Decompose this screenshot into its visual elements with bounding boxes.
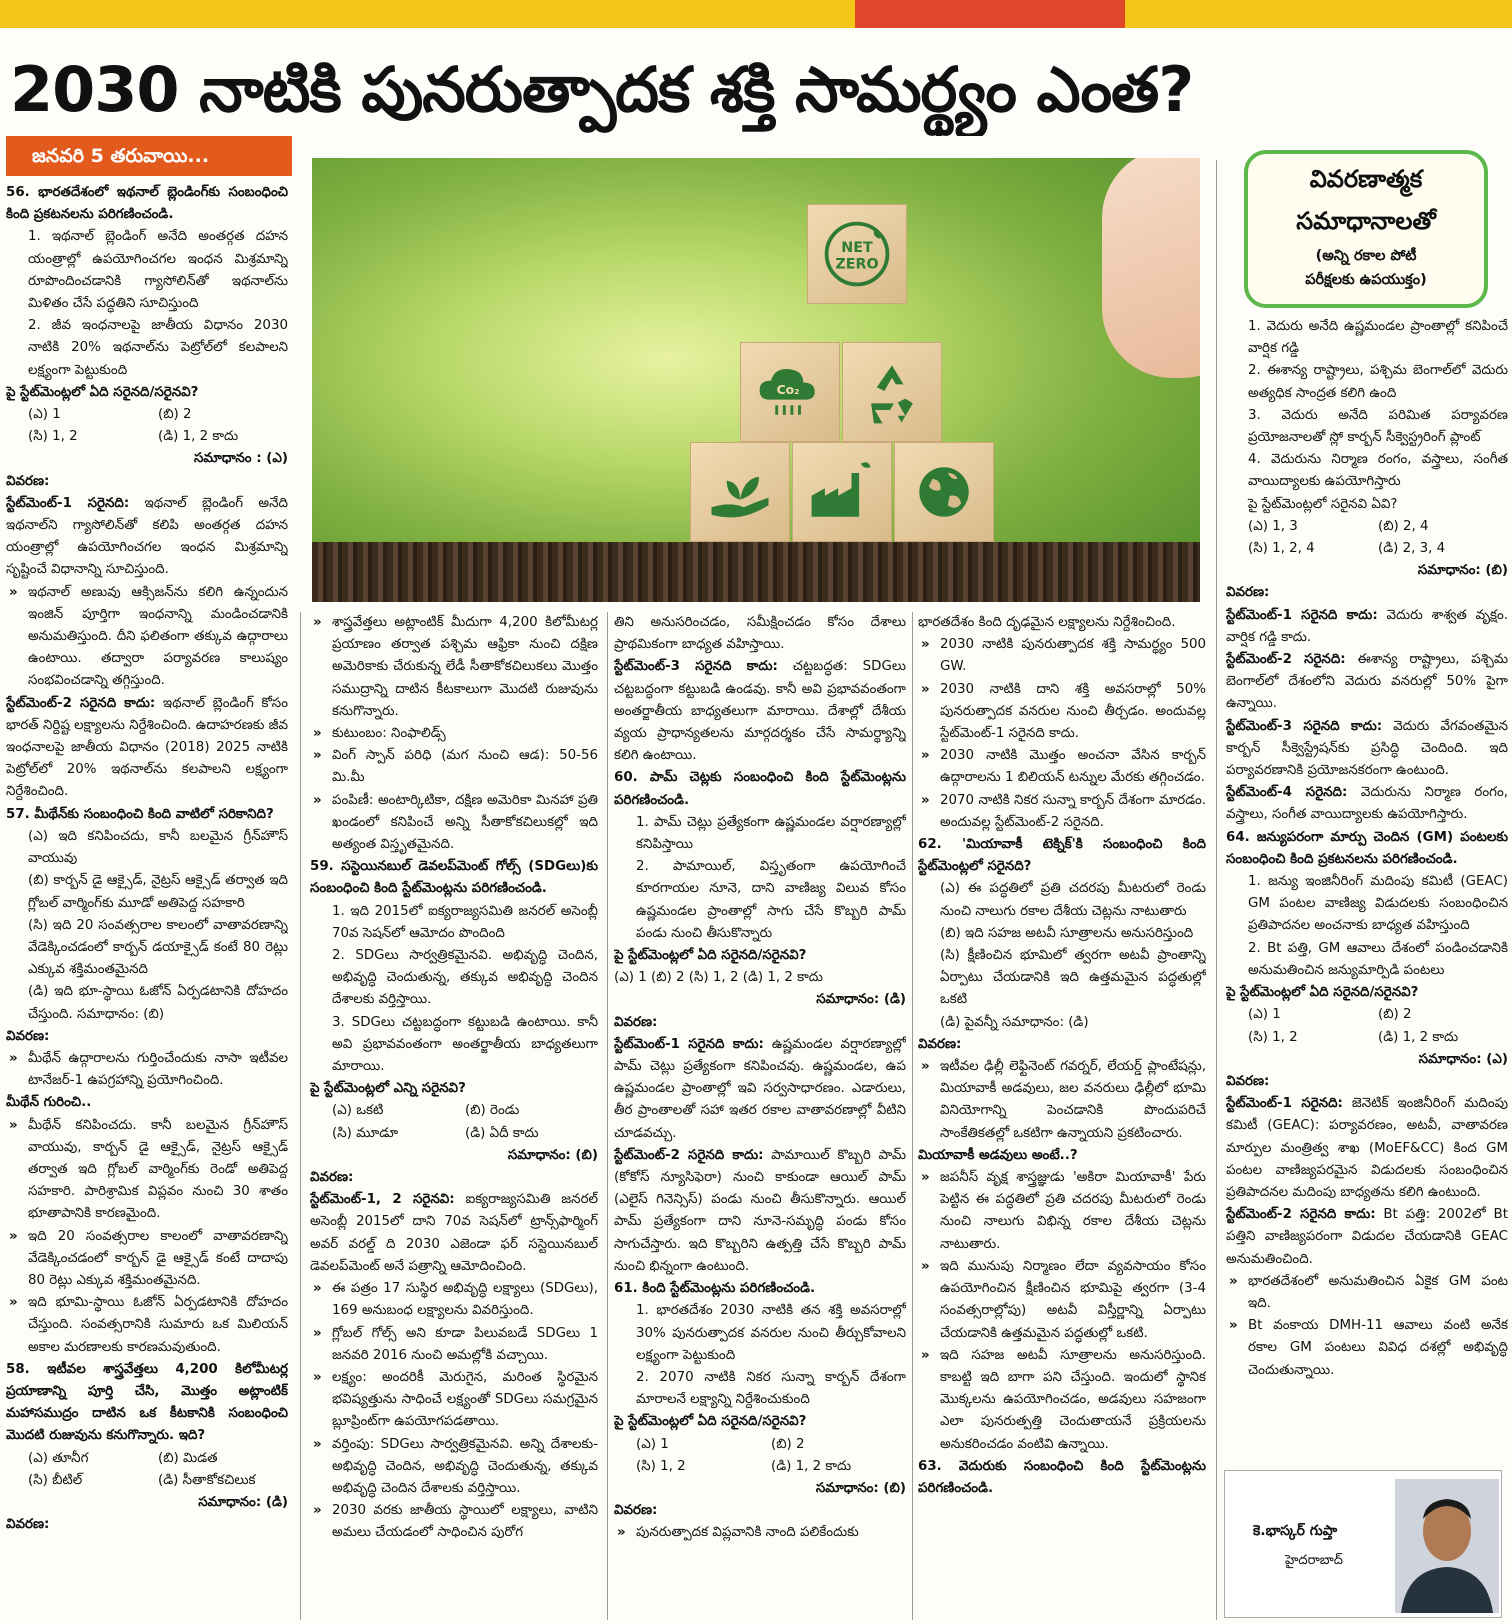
statement-text — [1226, 405, 1508, 449]
bullet-paragraph — [6, 1226, 288, 1293]
net-zero-cube — [807, 204, 907, 304]
paragraph-body: వింగ్ స్పాన్ పరిధి (మగ నుంచి ఆడ): 50-56 మి.మీ — [332, 748, 598, 786]
bullet-paragraph — [310, 745, 598, 789]
paragraph-body: పై స్టేట్‌మెంట్లలో ఏది సరైనది/సరైనవి? — [614, 948, 807, 964]
option: (సి) 1, 2 — [1248, 1029, 1298, 1045]
recycle-icon — [854, 354, 930, 430]
paragraph-body: సమాధానం: (డి) — [816, 992, 906, 1008]
answer-text — [614, 989, 906, 1011]
section-heading — [310, 1167, 598, 1189]
paragraph-body: ఇది భూమి-స్థాయి ఓజోన్ ఏర్పడటానికి దోహదం చేస్తుంది. సంవత్సరానికి సుమారు ఒక మిలియన్ అకాల మరణాలకు కారణమవుతుంది. — [28, 1295, 288, 1355]
paragraph-body: సమాధానం: (ఎ) — [1418, 1051, 1508, 1067]
option: (బి) 2 — [158, 407, 192, 423]
info-box-line-2: సమాధానాలతో — [1296, 207, 1436, 235]
paragraph — [310, 1189, 598, 1278]
section-heading — [614, 1500, 906, 1522]
paragraph — [614, 1034, 906, 1145]
paragraph-body: శాస్త్రవేత్తలు అట్లాంటిక్ మీదుగా 4,200 కిలోమీటర్ల ప్రయాణం తర్వాత పశ్చిమ ఆఫ్రికా నుంచి దక్షిణ అమెరికాకు చేరుకున్న లేడీ సీతాకోకచిలుకలు మొత్తం సముద్రాన్ని దాటిన కీటకాలుగా మొదటి రుజువును కనుగొన్నారు. — [332, 615, 598, 719]
paragraph-body: ఇది సహజ అటవీ సూత్రాలను అనుసరిస్తుంది. కాబట్టి ఇది బాగా పని చేస్తుంది. ఇందులో స్థానిక మొక్కలను ఉపయోగించడం, అడవులు సహజంగా ఎలా పునరుత్పత్తి చెందుతాయనే ప్రక్రియలను అనుకరించడం వంటివి ఉన్నాయి. — [940, 1347, 1206, 1452]
paragraph-body: ఇథనాల్ అణువు ఆక్సిజన్‌ను కలిగి ఉన్నందున ఇంజిన్ పూర్తిగా ఇంధనాన్ని మండించడానికి అనుమతిస్తుంది. దీని ఫలితంగా తక్కువ ఉద్గారాలు ఉంటాయి. తద్వారా పర్యావరణ కాలుష్యం సంభవించడాన్ని తగ్గిస్తుంది. — [28, 584, 288, 689]
paragraph-body: ఈ పత్రం 17 సుస్థిర అభివృద్ధి లక్ష్యాలు (SDGలు), 169 అనుబంధ లక్ష్యాలను వివరిస్తుంది. — [332, 1281, 598, 1319]
option: (సి) 1, 2 — [28, 429, 78, 445]
answer-options — [6, 1448, 288, 1470]
statement-text — [6, 981, 288, 1025]
paragraph-body: భారతదేశంలో అనుమతించిన ఏకైక GM పంట ఇది. — [1248, 1273, 1508, 1311]
paragraph-body: వివరణ: — [918, 1036, 962, 1052]
answer-text — [1226, 560, 1508, 582]
question-text — [6, 804, 288, 826]
paragraph-body: వివరణ: — [310, 1170, 354, 1186]
author-city: హైదరాబాద్ — [1285, 1553, 1343, 1568]
column-divider — [607, 612, 608, 1620]
paragraph — [1226, 1204, 1508, 1271]
statement-label: స్టేట్‌మెంట్-2 సరైనది కాదు: — [614, 1147, 764, 1163]
author-photo — [1395, 1479, 1499, 1613]
bullet-paragraph — [310, 1278, 598, 1322]
paragraph-body: సమాధానం: (డి) — [198, 1494, 288, 1510]
zero-text: ZERO — [835, 256, 879, 273]
paragraph-body: మీథేన్ గురించి.. — [6, 1095, 92, 1111]
paragraph-body: 1. ఇది 2015లో ఐక్యరాజ్యసమితి జనరల్ అసెంబ్లీ 70వ సెషన్‌లో ఆమోదం పొందింది — [332, 903, 598, 941]
option: (బి) రెండు — [465, 1103, 520, 1119]
date-banner: జనవరి 5 తరువాయి... — [6, 136, 292, 176]
statement-label: స్టేట్‌మెంట్-1 సరైనది: — [6, 495, 130, 511]
answer-options — [1226, 1027, 1508, 1049]
net-zero-photo — [312, 158, 1200, 602]
answer-text — [6, 1492, 288, 1514]
column-divider — [300, 612, 301, 1620]
statement-text — [310, 901, 598, 945]
statement-text — [1226, 871, 1508, 938]
section-heading — [614, 1012, 906, 1034]
option: (ఎ) 1 — [1248, 1007, 1281, 1023]
plant-cube — [690, 442, 790, 542]
statement-text — [614, 812, 906, 856]
paragraph-body: 64. జన్యుపరంగా మార్పు చెందిన (GM) పంటలకు సంబంధించి కింది ప్రకటనలను పరిగణించండి. — [1226, 829, 1508, 867]
statement-text — [614, 856, 906, 945]
paragraph — [6, 493, 288, 582]
paragraph-body: ఐక్యరాజ్యసమితి జనరల్ అసెంబ్లీ 2015లో దాని 70వ సెషన్‌లో ట్రాన్స్‌ఫార్మింగ్ అవర్ వరల్డ్ ది 2030 ఎజెండా ఫర్ సస్టెయినబుల్ డెవలప్‌మెంట్ అనే పత్రాన్ని ఆమోదించింది. — [310, 1192, 598, 1274]
statement-text — [1226, 360, 1508, 404]
paragraph-body: ఇది మునుపు నిర్మాణం లేదా వ్యవసాయం కోసం ఉపయోగించిన క్షీణించిన భూమిపై త్వరగా (3-4 సంవత్సరాల్లోపు) అటవీ విస్తీర్ణాన్ని ఏర్పాటు చేయడానికి ఉత్తమమైన పద్ధతుల్లో ఒకటి. — [940, 1258, 1206, 1341]
statement-text — [918, 1012, 1206, 1034]
option: (డి) 2, 3, 4 — [1378, 541, 1446, 557]
paragraph-body: ఇటీవల ఢిల్లీ లెఫ్టినెంట్ గవర్నర్, లేయర్డ్ ప్లాంటేషన్లు, మియావాకీ అడవులు, జల వనరులు ఢిల్లీలో భూమి వినియోగాన్ని పెంచడానికి పొందుపరిచే సాంకేతికతల్లో ఒకటిగా ఉన్నాయని ప్రకటించారు. — [940, 1059, 1206, 1141]
question-text — [1226, 827, 1508, 871]
answer-text — [614, 1478, 906, 1500]
paragraph-body: (డి) ఇది భూ-స్థాయి ఓజోన్ ఏర్పడటానికి దోహదం చేస్తుంది. సమాధానం: (బి) — [28, 984, 288, 1022]
paragraph-body: 60. పామ్ చెట్లకు సంబంధించి కింది స్టేట్‌మెంట్లను పరిగణించండి. — [614, 770, 906, 808]
paragraph-body: గ్లోబల్ గోల్స్ అని కూడా పిలువబడే SDGలు 1 జనవరి 2016 నుంచి అమల్లోకి వచ్చాయి. — [332, 1325, 598, 1363]
paragraph-body: వివరణ: — [6, 473, 50, 489]
question-text — [614, 945, 906, 967]
paragraph-body: 1. ఇథనాల్ బ్లెండింగ్ అనేది అంతర్గత దహన యంత్రాల్లో ఉపయోగించగల ఇంధన మిశ్రమాన్ని రూపొందించడానికి గ్యాసోలిన్‌తో ఇథనాల్‌ను మిళితం చేసే పద్ధతిని సూచిస్తుంది — [28, 229, 288, 312]
question-text — [614, 1411, 906, 1433]
statement-text — [6, 870, 288, 914]
answer-options — [6, 1470, 288, 1492]
paragraph-body: ఉష్ణమండల వర్షారణ్యాల్లో పామ్ చెట్లు ప్రత్యేకంగా కనిపించవు. ఉష్ణమండల, ఉప ఉష్ణమండల ప్రాంతాల్లో ఇవి సర్వసాధారణం. ఎడారులు, తీర ప్రాంతాలతో సహా ఇతర రకాల వాతావరణాల్లో వీటిని చూడవచ్చు. — [614, 1036, 906, 1141]
paragraph-body: 2030 నాటికి దాని శక్తి అవసరాల్లో 50% పునరుత్పాదక వనరుల నుంచి తీర్చడం. అందువల్ల స్టేట్‌మెంట్-1 సరైనది కాదు. — [940, 681, 1206, 742]
paragraph-body: వివరణ: — [6, 1028, 50, 1044]
factory-cube — [792, 442, 892, 542]
co2-cube — [740, 342, 840, 442]
question-text — [310, 1078, 598, 1100]
net-zero-icon — [819, 216, 895, 292]
paragraph-body: 2030 వరకు జాతీయ స్థాయిలో లక్ష్యాలు, వాటిని అమలు చేయడంలో సాధించిన పురోగ — [332, 1503, 598, 1541]
bullet-paragraph — [310, 790, 598, 857]
paragraph-body: 59. సస్టెయినబుల్ డెవలప్‌మెంట్ గోల్స్ (SDGలు)కు సంబంధించి కింది స్టేట్‌మెంట్లను పరిగణించండి. — [310, 859, 598, 897]
paragraph-body: వివరణ: — [1226, 585, 1270, 601]
paragraph-body: 2. 2070 నాటికి నికర సున్నా కార్బన్ దేశంగా మారాలనే లక్ష్యాన్ని నిర్దేశించుకుంది — [636, 1369, 906, 1408]
paragraph-body: లక్ష్యం: అందరికీ మెరుగైన, మరింత స్థిరమైన భవిష్యత్తును సాధించే లక్ష్యంతో SDGలు సమగ్రమైన బ్లూప్రింట్‌గా ఉపయోగపడతాయి. — [332, 1369, 598, 1430]
option: (డి) 1, 2 కాదు — [771, 1458, 852, 1474]
statement-text — [1226, 938, 1508, 982]
bullet-paragraph — [310, 1367, 598, 1434]
paragraph-body: వివరణ: — [614, 1503, 658, 1519]
column-divider — [1216, 160, 1217, 1620]
paragraph-body: 1. భారతదేశం 2030 నాటికి తన శక్తి అవసరాల్లో 30% పునరుత్పాదక వనరుల నుంచి తీర్చుకోవాలని లక్ష్యంగా పెట్టుకుంది — [636, 1303, 906, 1363]
section-heading — [6, 1092, 288, 1114]
paragraph-body: 2070 నాటికి నికర సున్నా కార్బన్ దేశంగా మారడం. అందువల్ల స్టేట్‌మెంట్-2 సరైనది. — [940, 792, 1206, 830]
paragraph-body: 58. ఇటీవల శాస్త్రవేత్తలు 4,200 కిలోమీటర్ల ప్రయాణాన్ని పూర్తి చేసి, మొత్తం అట్లాంటిక్ మహాసముద్రం దాటిన ఒక కీటకానికి సంబంధించి మొదటి రుజువును కనుగొన్నారు. ఇది? — [6, 1361, 288, 1444]
paragraph — [6, 693, 288, 804]
answer-options — [6, 404, 288, 426]
bullet-paragraph — [6, 582, 288, 693]
bullet-paragraph — [6, 1115, 288, 1226]
paragraph-body: (ఎ) 1 (బి) 2 (సి) 1, 2 (డి) 1, 2 కాదు — [614, 970, 823, 986]
option: (డి) 1, 2 కాదు — [158, 429, 239, 445]
answer-options — [310, 1123, 598, 1145]
paragraph-body: 3. SDGలు చట్టబద్ధంగా కట్టుబడి ఉంటాయి. కానీ అవి ప్రభావవంతంగా అంతర్జాతీయ బాధ్యతలుగా మారాయి. — [332, 1014, 598, 1075]
paragraph-body: సమాధానం: (బి) — [815, 1480, 906, 1496]
option: (సి) 1, 2, 4 — [1248, 541, 1315, 557]
paragraph-body: వెదురు శాశ్వత వృక్షం. వార్షిక గడ్డి కాదు. — [1226, 607, 1508, 645]
answer-options — [614, 1456, 906, 1478]
option: (డి) ఏదీ కాదు — [465, 1125, 539, 1141]
option: (సి) బీటిల్ — [28, 1472, 83, 1488]
answer-text — [6, 448, 288, 470]
bullet-paragraph — [918, 634, 1206, 678]
option: (బి) 2 — [1378, 1007, 1412, 1023]
paragraph-body: మీథేన్ కనిపించదు. కానీ బలమైన గ్రీన్‌హౌస్ వాయువు, కార్బన్ డై ఆక్సైడ్, నైట్రస్ ఆక్సైడ్ తర్వాత ఇది గ్లోబల్ వార్మింగ్‌కు రెండో అతిపెద్ద సహకారి. పారిశ్రామిక విప్లవం నుంచి 30 శాతం భూతాపానికి కారణమైంది. — [28, 1117, 288, 1222]
paragraph — [1226, 605, 1508, 649]
bullet-paragraph — [918, 679, 1206, 746]
soil-ground — [312, 542, 1200, 602]
factory-icon — [804, 454, 880, 530]
answer-options — [6, 426, 288, 448]
paragraph-body: జెనెటిక్ ఇంజినీరింగ్ మదింపు కమిటీ (GEAC): పర్యావరణం, అటవీ, వాతావరణ మార్పుల మంత్రిత్వ శాఖ (MoEF&CC) కింద GM పంటల వాణిజ్యపరమైన విడుదలకు సంబంధించిన ప్రతిపాదనల మదింపు బాధ్యతను కలిగి ఉంటుంది. — [1226, 1096, 1508, 1200]
paragraph-body: సమాధానం: (బి) — [1417, 563, 1508, 579]
text-column-5 — [1226, 316, 1508, 1464]
paragraph-body: 2. జీవ ఇంధనాలపై జాతీయ విధానం 2030 నాటికి 20% ఇథనాల్‌ను పెట్రోల్‌లో కలపాలని లక్ష్యంగా పెట్టుకుంది — [28, 318, 288, 378]
answer-options — [1226, 538, 1508, 560]
option: (డి) సీతాకోకచిలుక — [158, 1472, 256, 1488]
paragraph-body: వెదురును నిర్మాణ రంగం, వస్త్రాలు, సంగీత వాయిద్యాలకు ఉపయోగిస్తారు. — [1226, 785, 1508, 823]
paragraph-body: ఇథనాల్ బ్లెండింగ్ అనేది ఇథనాల్‌ని గ్యాసోలిన్‌తో కలిపి అంతర్గత దహన యంత్రాల్లో ఉపయోగించగల ఇంధన మిశ్రమాన్ని సృష్టించే విధానాన్ని సూచిస్తుంది. — [6, 495, 288, 578]
statement-label: స్టేట్‌మెంట్-1 సరైనది కాదు: — [1226, 607, 1378, 623]
bullet-paragraph — [614, 1522, 906, 1544]
question-text — [310, 856, 598, 900]
statement-text — [614, 1300, 906, 1367]
bullet-paragraph — [1226, 1271, 1508, 1315]
paragraph-body: (డి) పైవన్నీ సమాధానం: (డి) — [940, 1014, 1089, 1030]
statement-text — [6, 226, 288, 315]
plant-hand-icon — [702, 454, 778, 530]
paragraph-body: Bt వంకాయ DMH-11 ఆవాలు వంటి అనేక రకాల GM పంటలు వివిధ దశల్లో అభివృద్ధి చెందుతున్నాయి. — [1248, 1318, 1508, 1378]
question-text — [918, 834, 1206, 878]
paragraph-body: సమాధానం: (బి) — [507, 1147, 598, 1163]
statement-text — [1226, 316, 1508, 360]
section-heading — [918, 1034, 1206, 1056]
paragraph — [1226, 716, 1508, 783]
statement-label: స్టేట్‌మెంట్-4 సరైనది: — [1226, 785, 1348, 801]
statement-text — [6, 826, 288, 870]
globe-icon — [906, 454, 982, 530]
bullet-paragraph — [310, 1434, 598, 1501]
paragraph-body: 2. ఈశాన్య రాష్ట్రాలు, పశ్చిమ బెంగాల్‌లో వెదురు అత్యధిక సాంద్రత కలిగి ఉంది — [1248, 363, 1508, 401]
section-heading — [918, 1145, 1206, 1167]
bullet-paragraph — [310, 1500, 598, 1544]
paragraph-body: (ఎ) ఈ పద్ధతిలో ప్రతి చదరపు మీటరులో రెండు నుంచి నాలుగు రకాల దేశీయ చెట్లను నాటుతారు — [940, 881, 1206, 919]
text-column-3 — [614, 612, 906, 1620]
paragraph-body: పై స్టేట్‌మెంట్లలో ఏది సరైనది/సరైనవి? — [614, 1414, 807, 1430]
paragraph-body: పునరుత్పాదక విప్లవానికి నాంది పలికేందుకు — [636, 1525, 859, 1541]
statement-label: స్టేట్‌మెంట్-2 సరైనది కాదు: — [1226, 1207, 1376, 1223]
text-column-1 — [6, 182, 288, 1620]
paragraph-body: చట్టబద్ధత: SDGలు చట్టబద్ధంగా కట్టుబడి ఉండవు. కానీ అవి ప్రభావవంతంగా అంతర్జాతీయ బాధ్యతలుగా మారాయి. దేశాల్లో దేశీయ వ్యయ ప్రాధాన్యతలను మార్గదర్శకం చేసే సామర్థ్యాన్ని కలిగి ఉంటాయి. — [614, 659, 906, 764]
paragraph-body: వివరణ: — [1226, 1073, 1270, 1089]
paragraph-body: 1. జన్యు ఇంజినీరింగ్ మదింపు కమిటీ (GEAC) GM పంటల వాణిజ్య విడుదలకు సంబంధించిన ప్రతిపాదనల అంచనాకు బాధ్యత వహిస్తుంది — [1248, 874, 1508, 934]
paragraph-body: పై స్టేట్‌మెంట్లలో ఏది సరైనది/సరైనవి? — [6, 384, 199, 400]
paragraph-body: వర్తింపు: SDGలు సార్వత్రికమైనవి. అన్ని దేశాలకు-అభివృద్ధి చెందిన, అభివృద్ధి చెందుతున్న, తక్కువ అభివృద్ధి చెందిన దేశాలకు వర్తిస్తాయి. — [332, 1436, 598, 1496]
paragraph-body: 2. పామాయిల్, విస్తృతంగా ఉపయోగించే కూరగాయల నూనె, దాని వాణిజ్య విలువ కోసం ఉష్ణమండల ప్రాంతాల్లో సాగు చేసే కొబ్బరి పామ్ పండు నుంచి తీసుకొన్నారు — [636, 859, 906, 941]
answer-options — [1226, 516, 1508, 538]
option: (ఎ) 1 — [28, 407, 61, 423]
paragraph — [1226, 649, 1508, 716]
section-heading — [6, 1514, 288, 1536]
net-text: NET — [841, 240, 873, 257]
recycle-cube — [842, 342, 942, 442]
paragraph — [614, 1145, 906, 1278]
answer-text — [1226, 1049, 1508, 1071]
paragraph-body: పామాయిల్ కొబ్బరి పామ్ (కోకోస్ న్యూసిఫెరా) నుంచి కాకుండా ఆయిల్ పామ్ (ఎలైస్ గినెన్సిస్) పండు నుంచి తీసుకొన్నారు. ఆయిల్ పామ్ ప్రత్యేకంగా దాని నూనె-సమృద్ధి పండు కోసం సాగుచేస్తారు. ఇది కొబ్బరిని ఉత్పత్తి చేసే కొబ్బరి పామ్ నుంచి భిన్నంగా ఉంటుంది. — [614, 1147, 906, 1274]
paragraph-body: భారతదేశం కింది దృఢమైన లక్ష్యాలను నిర్దేశించింది. — [918, 615, 1176, 630]
statement-text — [6, 315, 288, 382]
statement-label: స్టేట్‌మెంట్-1 సరైనది కాదు: — [614, 1036, 764, 1052]
question-text — [6, 182, 288, 226]
paragraph-body: ఈశాన్య రాష్ట్రాలు, పశ్చిమ బెంగాల్‌లో దేశంలోని వెదురు వనరుల్లో 50% పైగా ఉన్నాయి. — [1226, 652, 1508, 712]
answer-options — [614, 1434, 906, 1456]
paragraph-body: (సి) క్షీణించిన భూమిలో త్వరగా అటవీ ప్రాంతాన్ని ఏర్పాటు చేయడానికి ఇది ఉత్తమమైన పద్ధతుల్లో ఒకటి — [940, 948, 1206, 1008]
question-text — [6, 382, 288, 404]
text-column-4 — [918, 612, 1206, 1620]
paragraph — [1226, 1093, 1508, 1204]
question-text — [614, 767, 906, 811]
statement-label: స్టేట్‌మెంట్-1 సరైనది: — [1226, 1096, 1343, 1112]
paragraph-body: కుటుంబం: నింఫాలిడ్స్ — [332, 726, 446, 742]
info-box-line-1: వివరణాత్మక — [1309, 165, 1423, 193]
bullet-paragraph — [918, 1167, 1206, 1256]
bullet-paragraph — [918, 745, 1206, 789]
answer-options — [1226, 1004, 1508, 1026]
bullet-paragraph — [918, 1056, 1206, 1145]
section-heading — [6, 471, 288, 493]
statement-label: స్టేట్‌మెంట్-2 సరైనది కాదు: — [6, 695, 156, 711]
paragraph-body: 1. వెదురు అనేది ఉష్ణమండల ప్రాంతాల్లో కనిపించే వార్షిక గడ్డి — [1248, 319, 1508, 357]
bullet-paragraph — [310, 723, 598, 745]
paragraph-body: 61. కింది స్టేట్‌మెంట్లను పరిగణించండి. — [614, 1281, 816, 1297]
paragraph-body: ఇథనాల్ బ్లెండింగ్ కోసం భారత్ నిర్దిష్ట లక్ష్యాలను నిర్దేశించింది. ఉదాహరణకు జీవ ఇంధనాలపై జాతీయ విధానం (2018) 2025 నాటికి పెట్రోల్‌లో 20% ఇథనాల్‌ను కలపాలని లక్ష్యంగా నిర్దేశించింది. — [6, 695, 288, 800]
bullet-paragraph — [310, 612, 598, 723]
paragraph-body: 2030 నాటికి పునరుత్పాదక శక్తి సామర్థ్యం 500 GW. — [940, 637, 1206, 675]
globe-cube — [894, 442, 994, 542]
paragraph-body: 2. Bt పత్తి, GM ఆవాలు దేశంలో పండించడానికి అనుమతించిన జన్యుమార్పిడి పంటలు — [1248, 940, 1508, 978]
paragraph-body: (సి) ఇది 20 సంవత్సరాల కాలంలో వాతావరణాన్ని వేడెక్కించడంలో కార్బన్ డయాక్సైడ్ కంటే 80 రెట్లు ఎక్కువ శక్తిమంతమైనది — [28, 917, 288, 978]
bullet-paragraph — [310, 1323, 598, 1367]
paragraph-body: (బి) కార్బన్ డై ఆక్సైడ్, నైట్రస్ ఆక్సైడ్ తర్వాత ఇది గ్లోబల్ వార్మింగ్‌కు మూడో అతిపెద్ద సహకారి — [28, 873, 288, 911]
statement-text — [918, 945, 1206, 1012]
statement-text — [1226, 494, 1508, 516]
paragraph-body: జపనీస్ వృక్ష శాస్త్రజ్ఞుడు 'అకిరా మియావాకీ' పేరు పెట్టిన ఈ పద్ధతిలో ప్రతి చదరపు మీటరులో రెండు నుంచి నాలుగు విభిన్న రకాల దేశీయ చెట్లను నాటుతారు. — [940, 1170, 1206, 1252]
question-text — [614, 1278, 906, 1300]
paragraph-body: (ఎ) ఇది కనిపించదు, కానీ బలమైన గ్రీన్‌హౌస్ వాయువు — [28, 828, 288, 867]
option: (బి) 2, 4 — [1378, 518, 1429, 534]
top-color-bar — [0, 0, 1512, 28]
paragraph-body: మియావాకీ అడవులు అంటే..? — [918, 1147, 1078, 1163]
bullet-paragraph — [918, 790, 1206, 834]
statement-text — [310, 945, 598, 1012]
option: (బి) 2 — [771, 1436, 805, 1452]
column-divider — [912, 612, 913, 1620]
bullet-paragraph — [918, 1256, 1206, 1345]
bullet-paragraph — [1226, 1315, 1508, 1382]
paragraph-body: 62. 'మియావాకీ టెక్నిక్'కి సంబంధించి కింది స్టేట్‌మెంట్లలో సరైనది? — [918, 837, 1206, 875]
question-text — [918, 1456, 1206, 1500]
option: (ఎ) తూనీగ — [28, 1450, 89, 1466]
option: (ఎ) ఒకటి — [332, 1103, 384, 1119]
bullet-paragraph — [6, 1048, 288, 1092]
statement-label: స్టేట్‌మెంట్-3 సరైనది కాదు: — [1226, 718, 1383, 734]
statement-text — [1226, 449, 1508, 493]
paragraph-body: వివరణ: — [614, 1014, 658, 1030]
paragraph-body: తిని అనుసరించడం, సమీక్షించడం కోసం దేశాలు ప్రాథమికంగా బాధ్యత వహిస్తాయి. — [614, 615, 906, 653]
statement-text — [614, 1367, 906, 1411]
section-heading — [1226, 582, 1508, 604]
paragraph-body: (బి) ఇది సహజ అటవీ సూత్రాలను అనుసరిస్తుంది — [940, 925, 1194, 941]
paragraph — [614, 656, 906, 767]
option: (సి) 1, 2 — [636, 1458, 686, 1474]
bullet-paragraph — [918, 1345, 1206, 1456]
statement-label: స్టేట్‌మెంట్-2 సరైనది: — [1226, 652, 1346, 668]
statement-text — [6, 915, 288, 982]
paragraph-body: 4. వెదురును నిర్మాణ రంగం, వస్త్రాలు, సంగీత వాయిద్యాలకు ఉపయోగిస్తారు — [1248, 452, 1508, 490]
paragraph-body: 2. SDGలు సార్వత్రికమైనవి. అభివృద్ధి చెందిన, అభివృద్ధి చెందుతున్న, తక్కువ అభివృద్ధి చెందిన దేశాలకు వర్తిస్తాయి. — [332, 948, 598, 1008]
paragraph-body: 56. భారతదేశంలో ఇథనాల్ బ్లెండింగ్‌కు సంబంధించి కింది ప్రకటనలను పరిగణించండి. — [6, 185, 288, 223]
paragraph-body: 1. పామ్ చెట్లు ప్రత్యేకంగా ఉష్ణమండల వర్షారణ్యాల్లో కనిపిస్తాయి — [636, 814, 906, 853]
masthead-red-block — [855, 0, 1125, 28]
statement-text — [918, 878, 1206, 922]
paragraph-body: పై స్టేట్‌మెంట్లలో సరైనవి ఏవి? — [1248, 496, 1398, 512]
question-text — [6, 1359, 288, 1448]
paragraph-body: వివరణ: — [6, 1517, 50, 1533]
paragraph-body: 2030 నాటికి మొత్తం అంచనా వేసిన కార్బన్ ఉద్గారాలను 1 బిలియన్ టన్నుల మేరకు తగ్గించడం. — [940, 748, 1206, 786]
info-box — [1244, 150, 1488, 308]
paragraph — [614, 612, 906, 656]
co2-text: Co₂ — [776, 382, 800, 397]
paragraph-body: వెదురు వేగవంతమైన కార్బన్ సీక్వెస్ట్రేషన్‌కు ప్రసిద్ధి చెందింది. ఇది పర్యావరణానికి ప్రయోజనకరంగా ఉంటుంది. — [1226, 718, 1508, 779]
paragraph-body: పై స్టేట్‌మెంట్లలో ఏది సరైనది/సరైనవి? — [1226, 985, 1419, 1001]
bullet-paragraph — [6, 1292, 288, 1359]
section-heading — [6, 1026, 288, 1048]
person-icon — [1395, 1479, 1499, 1613]
option: (ఎ) 1 — [636, 1436, 669, 1452]
page-title: 2030 నాటికి పునరుత్పాదక శక్తి సామర్థ్యం ఎంత? — [10, 53, 1194, 126]
paragraph — [1226, 782, 1508, 826]
info-box-line-3: (అన్ని రకాల పోటీ — [1315, 248, 1417, 264]
statement-label: స్టేట్‌మెంట్-3 సరైనది కాదు: — [614, 659, 778, 675]
author-box — [1224, 1470, 1502, 1618]
question-text — [1226, 982, 1508, 1004]
paragraph-body: పై స్టేట్‌మెంట్లలో ఎన్ని సరైనవి? — [310, 1081, 466, 1097]
co2-cloud-icon — [752, 354, 828, 430]
paragraph-body: Bt పత్తి: 2002లో Bt పత్తిని వాణిజ్యపరంగా విడుదల చేయడానికి GEAC అనుమతించింది. — [1226, 1207, 1508, 1267]
paragraph-body: 57. మీథేన్‌కు సంబంధించి కింది వాటిలో సరికానిది? — [6, 806, 274, 822]
statement-text — [918, 923, 1206, 945]
info-box-line-4: పరీక్షలకు ఉపయుక్తం) — [1305, 272, 1427, 288]
paragraph — [614, 967, 906, 989]
answer-options — [310, 1100, 598, 1122]
option: (బి) మిడత — [158, 1450, 218, 1466]
option: (ఎ) 1, 3 — [1248, 518, 1298, 534]
answer-text — [310, 1145, 598, 1167]
paragraph-body: 3. వెదురు అనేది పరిమిత పర్యావరణ ప్రయోజనాలతో స్లో కార్బన్ సీక్వెస్ట్రరింగ్ ప్లాంట్ — [1248, 407, 1508, 446]
option: (డి) 1, 2 కాదు — [1378, 1029, 1459, 1045]
hand-image — [1102, 158, 1200, 378]
paragraph-body: పంపిణీ: అంటార్కిటికా, దక్షిణ అమెరికా మినహా ప్రతి ఖండంలో కనిపించే అన్ని సీతాకోకచిలుకల్లో ఇది అత్యంత విస్తృతమైనది. — [332, 792, 598, 853]
author-name: కె.భాస్కర్ గుప్తా — [1253, 1523, 1338, 1539]
paragraph-body: మీథేన్ ఉద్గారాలను గుర్తించేందుకు నాసా ఇటీవల టానేజర్-1 ఉపగ్రహాన్ని ప్రయోగించింది. — [28, 1050, 288, 1089]
option: (సి) మూడూ — [332, 1125, 399, 1141]
paragraph-body: ఇది 20 సంవత్సరాల కాలంలో వాతావరణాన్ని వేడెక్కించడంలో కార్బన్ డై ఆక్సైడ్ కంటే దాదాపు 80 రెట్లు ఎక్కువ శక్తిమంతమైనది. — [28, 1228, 288, 1288]
text-column-2 — [310, 612, 598, 1620]
paragraph-body: సమాధానం : (ఎ) — [193, 451, 288, 467]
statement-text — [310, 1012, 598, 1079]
statement-label: స్టేట్‌మెంట్-1, 2 సరైనవి: — [310, 1192, 455, 1208]
paragraph — [918, 612, 1206, 634]
paragraph-body: 63. వెదురుకు సంబంధించి కింది స్టేట్‌మెంట్లను పరిగణించండి. — [918, 1458, 1206, 1496]
section-heading — [1226, 1071, 1508, 1093]
